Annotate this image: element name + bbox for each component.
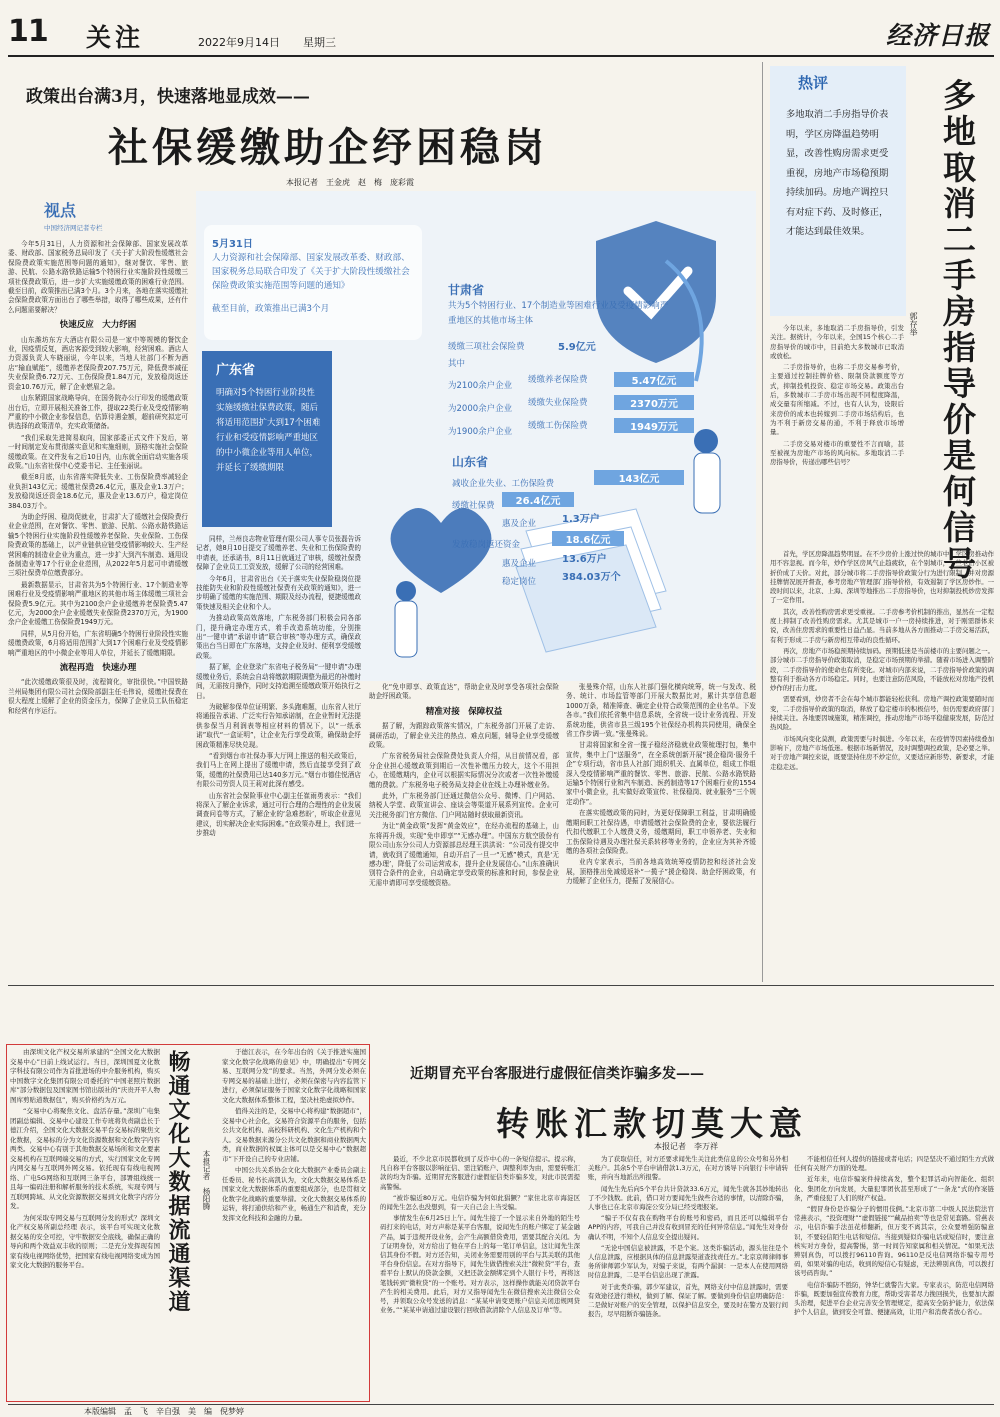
fraud-byline: 本报记者 李万祥	[654, 1142, 718, 1151]
lead-byline: 本报记者 王金虎 赵 梅 庞彩霞	[286, 178, 414, 187]
paragraph: 由深圳文化产权交易所承建的“全国文化大数据交易中心”日前上线试运行。当日，深圳国夏文化数字科技有限公司作为首批进场的中介服务机构，购买中国数字文化集团有限公司委托的“中国老照片数据库”部分数据包及国家图书馆出版社的“庆贵开平人物图库剪贴道数据包”，购买价格约为万元。	[10, 1048, 160, 1104]
paragraph: 其次，改善性购房需求更受重视。二手房参考价机制的推出，显然在一定程度上抑制了改善性购房需求。尤其是城市一户一房持续推进，对于刚需群体来说，改善住房需求的重要性日益凸显。当前多地从各方面推动二手房交易活跃，有利于形成二手房与新房相互带动的良性循环。	[770, 607, 994, 644]
sd-row-label: 惠及企业	[502, 559, 537, 569]
paragraph: “此次缓缴政策很及时，流程简化，审批很快。”中国铁路兰州局集团有限公司社会保险部副主任毛伟说，缓缴社保费在很大程度上缓解了企业的资金压力，保障了企业员工队伍稳定和经营有序运行。	[8, 678, 188, 715]
sd-row-label: 缓缴社保费	[452, 501, 495, 511]
culture-col-1	[10, 1048, 160, 1398]
paragraph: “看到烟台市社保办事大厅网上推送的相关政策后，我们马上在网上提出了缓缴申请，然后直接享受到了政策，缓缴的社保费用已达140多万元。”烟台市德佳悦酒店有限公司劳资人员王莉对此深有感受。	[196, 751, 361, 789]
info-intro-b: 截至目前，政策推出已满3个月	[212, 304, 330, 314]
sd-row-label: 发放稳岗返还资金	[452, 540, 521, 550]
column-tag-sub: 中国经济网记者专栏	[44, 224, 103, 232]
hot-author: 郭存举	[909, 312, 918, 336]
paragraph: 近年来，电信诈骗案件持续高发，整个犯罪活动向智能化、组织化、集团化方向发展，大量犯罪团伙甚至形成了“一条龙”式的作案链条，严重侵犯了人们的财产权益。	[794, 1175, 994, 1202]
paragraph: 事情发生在6月25日上午。闻先生接了一个显示来自外地的陌生号码打来的电话，对方声称是某平台客服，说闻先生的账户绑定了某金融产品，属于违规开设业务，会产生高额借贷费用，需要其配合关闭。为了证明身份，对方给出了他在平台上的每一笔订单信息，这让闻先生深信其身份不假。对方还告知，关闭业务需要用别的平台与其关联的其他平台身份信息。在对方指导下，闻先生做借搜索关注“微粒贷”平台，查看平台上默认的贷款金额，又把还款金额绑定到个人银行卡号，再将这笔钱转到“微粒贷”的一个账号。对方表示，这样操作就能关闭贷款平台产生的相关费用。此后，对方又指导闻先生在微信搜索关注微信公众号，并领取公众号发送的消息：“某某申请变更账户信息关闭违规网贷业务。”“某某申请通过建设银行回收借款清除个人信息及订单”等。	[380, 1214, 580, 1315]
gs-title: 甘肃省	[448, 283, 485, 297]
sd-row-value: 13.6万户	[562, 554, 607, 565]
paragraph: “交易中心将聚焦文化、盘活存量。”深圳广电集团副总编辑、交易中心建设工作专班将负责副总长于德江介绍，全国文化大数据交易平台交易标的聚焦文化数据，交易标的分为文化资源数据和文化数字内容两类。交易中心有别于其他数据交易场所和文化要素交易机构在互联网端交易的方式，实行国家文化专网内网交易与互联网外网交易。依托现有有线电视网络、广电5G网络和互联网三条平台，部署组线统一且每一编码注册和解析服务的技术系统，实现专网与互联网跨域、从文化资源数据交易到文化数字内容分发。	[10, 1107, 160, 1210]
info-intro: 人力资源和社会保障部、国家发展改革委、财政部、国家税务总局联合印发了《关于扩大阶段性缓缴社会保险费政策实施范围等问题的通知》	[212, 253, 410, 291]
hot-title: 多地取消二手房指导价是何信号	[938, 78, 977, 582]
info-date: 5月31日	[212, 239, 253, 250]
sd-row-3	[452, 532, 712, 551]
gs-row-2	[448, 396, 708, 416]
hot-divider	[762, 62, 763, 982]
paragraph: 山东潍坊东方大酒店有限公司是一家中等规模的餐饮企业，因疫情反复，酒店客源受到较大影响，经营困难。酒店人力资源负责人车晓丽说，今年以来，当地人社部门不断为酒店“输血赋能”，缓缴养老保险费207.75万元，降低费率减征失业保险费6.72万元、工伤保险费1.84万元，发放稳岗返还资金10.76万元，解了企业燃眉之急。	[8, 335, 188, 391]
paragraph: 今年以来，多地取消二手房指导价，引发关注。据统计，今年以来，全国15个核心二手房指导价的城市中，目前绝大多数城市已取消或放松。	[770, 324, 904, 360]
masthead-logo: 经济日报	[886, 21, 991, 50]
fraud-headline: 转账汇款切莫大意	[496, 1104, 808, 1143]
gd-box	[202, 351, 332, 527]
column-tag-title: 视点	[44, 201, 77, 220]
paragraph: 二手房指导价，也称二手房交易参考价，主要通过控制挂牌价格、限制贷款额度等方式，抑制投机投资、稳定市场交易。政策出台后，多数城市二手房市场出现不同程度降温，成交量有所缩减。不过，也有人认为，设限后来房价的成本也转嫁到二手房市场结构后，也为不利于新房交易的通，不利于释放市场增量。	[770, 363, 904, 437]
subhead-1: 快速反应 大力纾困	[59, 320, 137, 331]
footer-editor: 本版编辑 孟 飞 辛自强 美 编 倪梦婷	[84, 1407, 244, 1416]
sd-row-label: 减收企业失业、工伤保险费	[452, 479, 555, 489]
culture-col-2	[222, 1048, 366, 1398]
page-number: 11	[8, 14, 48, 49]
paragraph: 首先，学区房降温趋势明显。在不少房价上涨过快的城市中，学区房推动作用不容忽视。而今年，炒作学区房风气止趋疲软，在个别城市，一些老旧小区被折价成了天价。对此，部分城市将二手房指导价政策分行为进行限制，并对房源挂牌情况展开督查，参考房地产管理部门指导价格，有效遏制了学区房炒作。一段时间以来，北京、上海、深圳等地推出二手房指导价，也对抑制投机炒房发挥了一定作用。	[770, 550, 994, 605]
paragraph: 再次，房地产市场稳预期持续加码。预期低迷是当前楼市的主要问题之一。部分城市二手房指导价政策取消，是稳定市场预期的举措。随着市场进入调整阶段，二手房指导价的使命也有所变化。对城市内部来说，二手房指导价政策的调整有利于推动各方市场稳定。同时，也要注意防范风险，不能放松对房地产投机炒作的打击力度。	[770, 646, 994, 693]
lead-headline: 社保缓缴助企纾困稳岗	[108, 124, 548, 171]
sd-row-3c	[502, 569, 702, 588]
section-name: 关注	[86, 23, 145, 52]
sd-title: 山东省	[452, 455, 489, 469]
paragraph: 据了解，企业登录广东省电子税务局“一键申请”办理缓缴业务后，系统会自动将缴款期限调整为最迟的补缴时间，无需按月操作，同时支持追溯至缓缴政策开始执行之日。	[196, 663, 361, 700]
gd-title: 广东省	[216, 363, 256, 378]
paragraph: “无论中国信息被泄露，不是个案。这类诈骗活动，源头往往是个人信息泄露，应根据具体的信息泄露渠道查找责任方。”北京京师律师事务所律师郭少军认为，对骗子来说，有两个漏洞：一是本人在使用网络时信息泄露，二是平台信息出现了泄露。	[588, 1243, 788, 1280]
paragraph: 中国公共关系协会文化大数据产业委员会副主任委员、秘书长高凯认为，文化大数据交易体系是国家文化大数据体系的重要组成部分，也是贯彻文化数字化战略的重要举措。文化大数据交易体系的运转，将打通供给和产业，畅通生产和消费，充分发挥文化科技和金融的力量。	[222, 1166, 366, 1222]
gs-row-who: 为2000余户企业	[448, 404, 513, 414]
paragraph: 同样，从5月份开始，广东省明确5个特困行业阶段性实施缓缴费政策，6月将适用范围扩大到17个困难行业及受疫情影响严重地区的中小微企业等用人单位，并延长了缓缴期限。	[8, 629, 188, 657]
gs-text: 共为5个特困行业、17个制造业等困难行业及受疫情影响严重地区的其他市场主体	[448, 301, 669, 326]
footer-rule	[8, 1404, 994, 1405]
paragraph: 同样，兰州良志物业管理有限公司人事专员张磊告诉记者，她8月10日提交了缓缴养老、失业和工伤保险费的申请表，还承诺书，8月11日就通过了审核，缓缴社保费保障了企业员工工资发放，缓解了公司的经营困难。	[196, 535, 361, 572]
column-tag	[44, 198, 194, 232]
fraud-col-1	[380, 1155, 580, 1402]
sd-row-value: 18.6亿元	[552, 531, 624, 546]
paragraph: 于德江表示，在今年出台的《关于推进实施国家文化数字化战略的意见》中，明确提出“专网交易、互联网分发”的要求。当然，外网分发必须在专网交易的基础上进行，必须在保密与内容监管下进行，必须保证服务于国家文化数字化战略和国家文化大数据体系整体工程，坚决杜绝虚拟炒作。	[222, 1048, 366, 1104]
paragraph: 闻先生先后向5个平台共计贷款33.6万元，闻先生就各其妙地转出了不少钱数。此前，借口对方要闻先生做些合适的事情，以清除诈骗，人事也已在北京市海淀公安分局已经受理报案。	[588, 1184, 788, 1212]
paragraph: 电信诈骗防不胜防，钟华仁就警告大家。专家表示，防范电信网络诈骗，既要加强宣传教育力度，帮助受害者尽力挽回损失，也要加大源头治理，促进平台企业完善安全管理规定，提高安全防护能力，依法保护个人信息，做到安全可靠、便捷高效，让用户和消费者放心省心。	[794, 1280, 994, 1317]
lead-col-1	[8, 240, 188, 980]
hot-tag: 热评	[798, 74, 829, 92]
paragraph: 广东省税务局社会保险费处负责人介绍，从目前情况看，部分企业担心缓缴政策到期后一次性补缴压力较大，这个不用担心，在缓缴期内，企业可以根据实际情况分次或者一次性补缴缓缴的费款。广东税务电子税务局支持企业在线上办理补缴业务。	[369, 752, 559, 789]
subhead-2: 流程再造 快速办理	[59, 663, 137, 674]
paragraph: 为何采取专网交易与互联网分发的形式？深圳文化产权交易所副总经理 表示，该平台可实现文化数据交易的安全可控，守牢数据安全底线，确保正确的导向和两个效益双丰收的原则；二是充分发挥现有国家有线电视网络优势，把国家有线电视网络变成为国家文化大数据的服务平台。	[10, 1213, 160, 1269]
paragraph: 今年6月，甘肃省出台《关于落实失业保险稳岗位提技能防失业和阶段性缓缴社保费有关政策的通知》，进一步明确了缓缴的实施范围、期限及经办流程，便捷缓缴政策快速及相关企业和个人。	[196, 574, 361, 611]
paragraph: 需要看到，炒房者不会在每个城市都能轻松获利。房地产调控政策要随时而变，二手房指导价政策的取消，释放了稳定楼市的积极信号，但仍需要政府部门持续关注。各地要因城施策，精准调控，推动房地产市场平稳健康发展，防范过热风险。	[770, 695, 994, 732]
paragraph: 为让“黄金政策”发挥“黄金效应”，在经办流程的基础上，山东将再升级，实现“免申即享”“无感办理”。中国东方航空股份有限公司山东分公司人力资源部总经理王洪洪说：“公司没有提交申请，就收到了缓缴通知，自动开启了一旦一“无感”模式，真是‘无感办理’，降低了公司运营成本，提升企业发展信心。”山东准确识别符合条件的企业，自动确定享受政策的标准和时间，参保企业无需申请即可享受缓缴资格。	[369, 822, 559, 887]
paragraph: 业内专家表示，当前各地高效统筹疫情防控和经济社会发展，顶格推出免减缓返补“一揽子”援企稳岗、助企纾困政策，有力缓解了企业压力，提振了发展信心。	[566, 858, 756, 886]
sd-row-value: 143亿元	[594, 470, 684, 485]
paragraph: 截至8月底，山东省落实降低失业、工伤保险费率减轻企业负担143亿元；缓缴社保费26.4亿元，惠及企业1.3万户；发放稳岗返还资金18.6亿元，惠及企业13.6万户，稳定岗位384.03万个。	[8, 473, 188, 510]
paragraph: 二手房交易对楼市的重要性不言而喻，甚至被视为房地产市场的风向标。多地取消二手房指导价，传递出哪些信号？	[770, 439, 904, 467]
paragraph: 据了解，为跟踪政策落实情况，广东税务部门开展了走访、调研活动，了解企业关注的热点、难点问题，辅导企业享受缓缴政策。	[369, 722, 559, 750]
gs-total-label: 缓缴三项社会保险费	[448, 342, 525, 352]
paragraph: 甘肃将国家和全省一揽子稳经济稳就业政策梳理打包，集中宣传，集中上门“送服务”，在全系统创新开展“援企稳岗·服务千企”专项行动，省市县人社部门组织机关、直属单位，组成工作组深入受疫情影响严重的餐饮、零售、旅游、民航、公路水路铁路运输5个特困行业和汽车制造、医药制造等17个困难行业的1554家中小微企业，扎实做好政策宣传、社保稳岗、就业服务“三个规定动作”。	[566, 741, 756, 806]
paragraph: 山东紧跟国家战略导向，在国务院办公厅印发的缓缴政策出台后，立即开展相关准备工作，提取22类行业及受疫情影响严重的中小微企业参保信息，估算待遇金额，超前研究拟定可供选择的政策清单，充实政策储备。	[8, 394, 188, 431]
lead-col-2	[196, 535, 361, 980]
sd-row-1	[452, 471, 712, 490]
gs-row-val: 5.47亿元	[614, 372, 694, 387]
gs-row-who: 为2100余户企业	[448, 381, 513, 391]
fraud-col-2	[588, 1155, 788, 1402]
hot-col-2	[770, 550, 994, 982]
paragraph: 为推动政策高效落地，广东税务部门积极会同各部门，提升确定办理方式，着手改造系统功能，分别推出“一键申请”承诺申请“联合审核”等办理方式，确保政策出台当日即在广东落地，支持企业及时、便利享受缓缴政策。	[196, 614, 361, 660]
gs-row-3	[448, 419, 708, 439]
paragraph: 今年5月31日，人力资源和社会保障部、国家发展改革委、财政部、国家税务总局印发了《关于扩大阶段性缓缴社会保险费政策实施范围等问题的通知》，继对餐饮、零售、旅游、民航、公路水路铁路运输5个特困行业实施阶段性缓缴三项社保费政策后，进一步扩大实施缓缴政策的困难行业范围。截至目前，政策推出已满3个月。3个月来，各地在落实缓缴社会保险费政策方面出台了哪些举措，取得了哪些成果，还有什么问题需要解决？	[8, 240, 188, 314]
paragraph: 最新数据显示，甘肃省共为5个特困行业、17个制造业等困难行业及受疫情影响严重地区的其他市场主体缓缴三项社会保险费5.9亿元。其中为2100余户企业缓缴养老保险费5.47亿元，为2000余户企业缓缴失业保险费2370万元，为1900余户企业缓缴工伤保险费1949万元。	[8, 580, 188, 627]
gs-row-who: 为1900余户企业	[448, 427, 513, 437]
gs-row-what: 缓缴工伤保险费	[528, 421, 588, 431]
gs-among: 其中	[448, 359, 466, 369]
culture-title: 畅通文化大数据流通渠道	[165, 1050, 191, 1314]
paragraph: 不能相信任何人提供的链接或者电话；四是坚决不通过陌生方式做任何有关财产方面的处理。	[794, 1155, 994, 1173]
paragraph: 为破解参保单位证明繁、多头跑难题，山东省人社厅将通报告承诺、广泛实行告知承诺制，在企业暂时无法提供参保当月利润表等相应材料的情况下，以“一纸承诺”取代“一盒证明”，让企业先行享受政策，确保助企纾困政策精准尽快兑现。	[196, 702, 361, 749]
paragraph: 化“免申即享、政策直达”，帮助企业及时享受各项社会保险助企纾困政策。	[369, 683, 559, 701]
paragraph: “假冒身份是诈骗分子的惯用伎俩。”北京市第二中级人民法院法官常燕表示，“投资理财”“虚假链接”“藏品拍卖”等也是常见套路。常燕表示，电信诈骗手法虽花样翻新，但万变不离其宗，公众要增强防骗意识，不要轻信陌生电话和短信。当接到疑似诈骗电话或短信时，要注意核实对方身份，提高警惕，第一时间告知家属和相关情况。“如果无法辨别真伪，可以拨打96110咨询。96110是反电信网络诈骗专用号码，如果对骗的电话，收到的短信心有疑虑，无法辨别真伪，可以拨打该号码咨询。”	[794, 1205, 994, 1278]
sd-row-label: 惠及企业	[502, 519, 537, 529]
gs-row-val: 1949万元	[614, 418, 694, 433]
paragraph: 此外，广东税务部门还通过微信公众号、微博、门户网站、纳税人学堂、政策宣讲会、座谈会等渠道开展系列宣传。企业可关注税务部门官方微信、门户网站随时获取最新资讯。	[369, 792, 559, 819]
paragraph: 最近，不少北京市民都收到了反诈中心的一条短信提示。提示称，凡自称平台客服以影响征信、需注销账户、调整利率为由，需要转账汇款的均为诈骗。近期冒充客服进行虚假征信类诈骗多发，对此市民需提高警惕。	[380, 1155, 580, 1191]
paragraph: 市场风向变化莫测，政策需要与时俱进。今年以来，在疫情等因素持续叠加影响下，房地产市场低迷。根据市场新情况，及时调整调控政策，是必要之举。对于房地产调控来说，既要坚持住房不炒定位，又要适应新形势、新要求，才能走稳走远。	[770, 734, 994, 771]
lead-col-4	[566, 683, 756, 980]
mid-rule	[8, 985, 994, 986]
paragraph: 山东省社会保险事业中心副主任崔雨勇表示：“我们将深入了解企业诉求，通过可行合理的合理性的企业发展调查问卷等方式，了解企业的‘急难愁盼’，听取企业意见建议，切实解决企业实际困难。”在政策办理上，我们进一步推动	[196, 791, 361, 838]
subhead-3: 精准对接 保障权益	[425, 706, 503, 717]
sd-row-value: 26.4亿元	[502, 492, 574, 507]
gs-row-val: 2370万元	[614, 395, 694, 410]
gs-row-what: 缓缴失业保险费	[528, 398, 588, 408]
lead-col-3	[369, 683, 559, 980]
gs-total: 5.9亿元	[558, 342, 596, 353]
culture-byline: 本报记者 杨阳腾	[202, 1150, 211, 1210]
issue-date: 2022年9月14日	[198, 36, 280, 49]
paragraph: “骗子不仅有我在购物平台的账号和密码，而且还可以编辑平台APP的内容，可我自己并没有收到冒充的任何异常信息。”闻先生对身份确认不明，不知个人信息安全提出疑问。	[588, 1214, 788, 1241]
hot-box	[770, 66, 906, 316]
hot-col-1	[770, 324, 904, 546]
sd-row-value: 384.03万个	[562, 572, 621, 583]
gs-row-1	[448, 373, 708, 393]
gd-text: 明确对5个特困行业阶段性实施缓缴社保费政策，随后将适用范围扩大到17个困难行业和受疫情影响严重地区的中小微企业等用人单位，并延长了缓缴期限	[216, 388, 321, 473]
paragraph: 为助企纾困、稳岗促就业，甘肃扩大了缓缴社会保险费行业企业范围，在对餐饮、零售、旅游、民航、公路水路铁路运输5个特困行业实施阶段性缓缴养老保险、失业保险、工伤保险费政策的基础上，以产业链供应链受疫情影响较大、生产经营困难的制造业企业为重点，进一步扩大到汽车制造、通用设备制造业等17个行业企业范围，从2022年5月起可申请缓缴三项社保费单位缴费部分。	[8, 512, 188, 578]
sd-row-label: 稳定岗位	[502, 577, 537, 587]
gs-row-what: 缓缴养老保险费	[528, 375, 588, 385]
paragraph: 对于此类诈骗，郭少军建议，首先，网络支付中信息泄露时，需要有效途径进行维权，做到了解、保证了解。要做到身份信息明确防范：二是做好对账户的安全管理，以保护信息安全，要及时在警方及银行间报告，尽早阻断诈骗链条。	[588, 1282, 788, 1319]
paragraph: 为了获取信任，对方还要求闻先生关注此类信息的公众号和另外相关账户。其余5个平台申请借款1,3万元，在对方诱导下向银行卡申请转账，并向当地派出所报警。	[588, 1155, 788, 1182]
hot-lead: 多地取消二手房指导价表明，学区房降温趋势明显，改善性购房需求更受重视，房地产市场稳预期持续加码。房地产调控只有对症下药、及时修正，才能达到最佳效果。	[786, 109, 889, 237]
paragraph: 值得关注的是，交易中心将构建“数据超市”，交易中心社会化，交易符合资源平台的服务，包括公共文化机构、高校科研机构、文化生产机构和个人。交易数据来源分公共文化数据和商业数据两大类，商业数据的权属主体可以是交易中心“数据超市”下开设自己的专业店铺。	[222, 1107, 366, 1163]
fraud-kicker: 近期冒充平台客服进行虚假征信类诈骗多发——	[410, 1066, 704, 1082]
paragraph: 在落实缓缴政策的同时，为更好保障职工利益，甘肃明确缓缴期间职工社保待遇，申请缓缴社会保险费的企业，要依法履行代扣代缴职工个人缴费义务，缓缴期间，职工申领养老、失业和工伤保险待遇及办理社保关系转移等业务的，企业应为其补齐缓缴的各项社会保险费。	[566, 809, 756, 855]
paragraph: “我们采取先进简易取向，国家部委正式文件下发后，第一时间制定发布贯彻落实意见和实施细则，顶格实施社会保险缓缴政策。在文件发布之后10日内，山东就全面启动实施各项政策。”山东省社保中心党委书记、主任张丽说。	[8, 433, 188, 470]
fraud-col-3	[794, 1155, 994, 1402]
issue-weekday: 星期三	[303, 36, 336, 49]
paragraph: “被诈骗近80万元。电信诈骗为何如此猖獗？”家住北京市海淀区的闻先生怎么也没想到，有一天自己会上当受骗。	[380, 1193, 580, 1212]
paragraph: 张曼殊介绍，山东人社部门强化横向统筹，统一与发改、税务、统计、市场监管等部门开展大数据比对，累计共享信息超1000万条，精准筛查、确定企业符合政策范围的企业名单。下发各市。”我们依托省集中信息系统，全省统一设计业务流程、开发系统功能，供省市县三级195个社保经办机构共同使用，确保全省工作步调一致。”张曼殊说。	[566, 683, 756, 739]
sd-row-value: 1.3万户	[562, 514, 600, 525]
lead-kicker: 政策出台满3月，快速落地显成效——	[26, 87, 310, 107]
header-rule	[8, 55, 994, 57]
sd-row-2b	[502, 511, 702, 530]
